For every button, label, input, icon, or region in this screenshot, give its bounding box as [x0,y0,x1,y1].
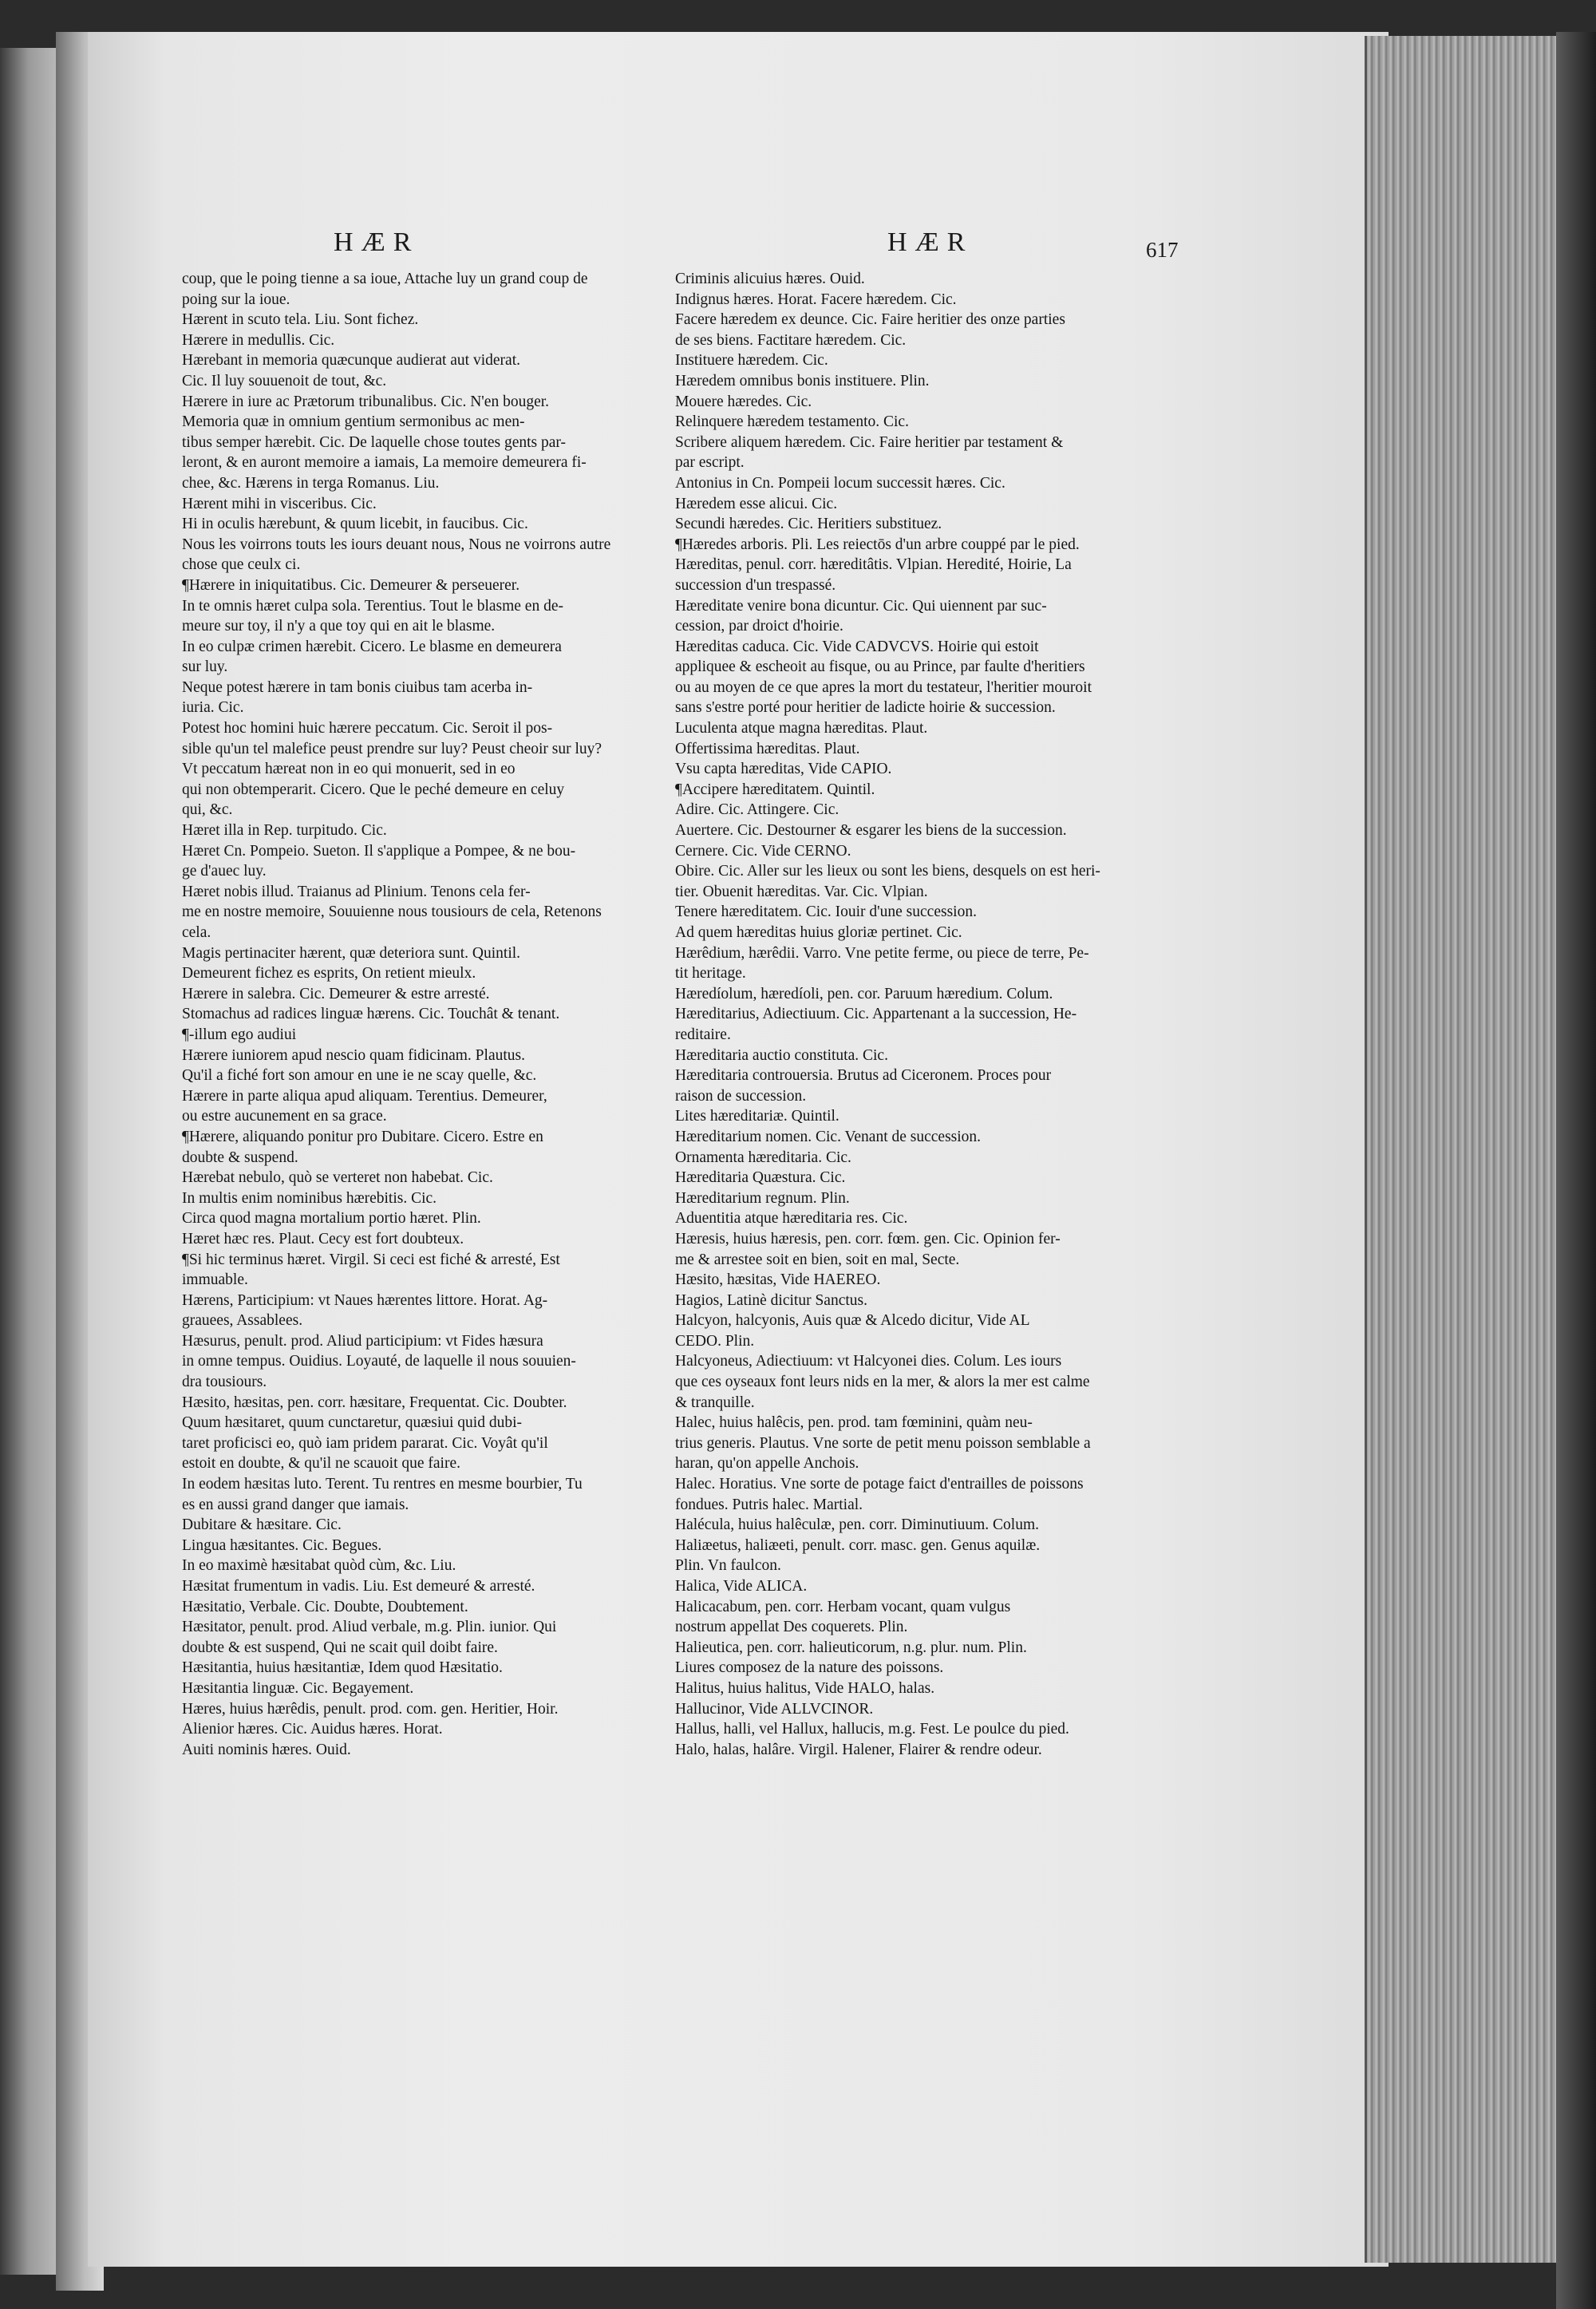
text-line: In te omnis hæret culpa sola. Terentius. Tout le blasme en de- [182,597,563,615]
text-line: par escript. [675,454,745,472]
text-line: Nous les voirrons touts les iours deuant nous, Nous ne voirrons autre [182,536,611,553]
text-line: Dubitare & hæsitare. Cic. [182,1516,342,1534]
text-line: Auiti nominis hæres. Ouid. [182,1741,351,1758]
text-line: Ornamenta hæreditaria. Cic. [675,1149,851,1166]
text-line: Hæsitator, penult. prod. Aliud verbale, m.g. Plin. iunior. Qui [182,1619,557,1636]
text-line: Demeurent fichez es esprits, On retient mieulx. [182,965,476,983]
text-line: CEDO. Plin. [675,1332,755,1350]
text-line: Hallus, halli, vel Hallux, hallucis, m.g. Fest. Le poulce du pied. [675,1721,1069,1738]
text-line: qui, &c. [182,801,233,819]
text-line: Halicacabum, pen. corr. Herbam vocant, quam vulgus [675,1598,1011,1615]
text-line: Quum hæsitaret, quum cunctaretur, quæsiui quid dubi- [182,1414,522,1432]
page-fore-edge [1365,36,1566,2263]
text-line: reditaire. [675,1026,731,1043]
text-line: In multis enim nominibus hærebitis. Cic. [182,1189,437,1207]
text-line: Hæredem omnibus bonis instituere. Plin. [675,372,930,389]
text-line: doubte & suspend. [182,1149,298,1166]
text-line: Plin. Vn faulcon. [675,1557,781,1575]
text-line: coup, que le poing tienne a sa ioue, Attache luy un grand coup de [182,271,588,287]
right-column [675,269,1168,1760]
text-line: Halécula, huius halêculæ, pen. corr. Diminutiuum. Colum. [675,1516,1040,1534]
text-line: Stomachus ad radices linguæ hærens. Cic. Touchât & tenant. [182,1006,560,1023]
text-line: ¶Accipere hæreditatem. Quintil. [675,781,875,798]
text-line: Hærebant in memoria quæcunque audierat aut viderat. [182,352,520,370]
text-line: nostrum appellat Des coquerets. Plin. [675,1619,908,1636]
running-header-left: HÆR [334,227,420,257]
text-line: Hæresis, huius hæresis, pen. corr. fœm. gen. Cic. Opinion fer- [675,1230,1061,1247]
text-line: de ses biens. Factitare hæredem. Cic. [675,331,907,349]
text-line: Vsu capta hæreditas, Vide CAPIO. [675,761,892,778]
text-line: Hæredíolum, hæredíoli, pen. cor. Paruum hæredium. Colum. [675,985,1053,1002]
text-line: Auertere. Cic. Destourner & esgarer les biens de la succession. [675,822,1067,840]
text-line: Hæret illa in Rep. turpitudo. Cic. [182,822,387,840]
running-header-right: HÆR [887,227,974,257]
text-line: Lingua hæsitantes. Cic. Begues. [182,1536,382,1554]
text-line: Ad quem hæreditas huius gloriæ pertinet. Cic. [675,924,962,941]
text-line: Hæres, huius hærêdis, penult. prod. com. gen. Heritier, Hoir. [182,1700,559,1718]
text-line: Adire. Cic. Attingere. Cic. [675,801,839,819]
text-line: Scribere aliquem hæredem. Cic. Faire heritier par testament & [675,433,1064,451]
text-line: trius generis. Plautus. Vne sorte de petit menu poisson semblable a [675,1434,1091,1452]
text-line: dra tousiours. [182,1374,267,1391]
text-line: Haliæetus, haliæeti, penult. corr. masc. gen. Genus aquilæ. [675,1536,1041,1554]
text-line: Halec, huius halêcis, pen. prod. tam fœminini, quàm neu- [675,1414,1033,1432]
text-line: Secundi hæredes. Cic. Heritiers substituez. [675,516,942,533]
text-line: Hærens, Participium: vt Naues hærentes littore. Horat. Ag- [182,1291,548,1309]
text-line: Hæret nobis illud. Traianus ad Plinium. Tenons cela fer- [182,883,531,900]
text-line: fondues. Putris halec. Martial. [675,1496,863,1513]
text-line: Vt peccatum hæreat non in eo qui monuerit, sed in eo [182,761,516,778]
text-line: leront, & en auront memoire a iamais, La memoire demeurera fi- [182,454,587,472]
text-line: taret proficisci eo, quò iam pridem pararat. Cic. Voyât qu'il [182,1434,548,1452]
left-column [182,269,643,1760]
text-line: Instituere hæredem. Cic. [675,352,828,370]
text-line: ou estre aucunement en sa grace. [182,1108,387,1125]
text-line: cela. [182,924,211,941]
text-line: Hærere in medullis. Cic. [182,331,335,349]
text-line: Halcyon, halcyonis, Auis quæ & Alcedo dicitur, Vide AL [675,1312,1030,1330]
text-line: Hæsito, hæsitas, Vide HAEREO. [675,1271,881,1289]
text-line: Hæsitantia, huius hæsitantiæ, Idem quod Hæsitatio. [182,1659,503,1677]
text-line: estoit en doubte, & qu'il ne scauoit que faire. [182,1455,461,1473]
text-line: Lites hæreditariæ. Quintil. [675,1108,839,1125]
text-line: Indignus hæres. Horat. Facere hæredem. Cic. [675,291,957,308]
text-line: Hæsitatio, Verbale. Cic. Doubte, Doubtement. [182,1598,468,1615]
text-line: Hærebat nebulo, quò se verteret non habebat. Cic. [182,1169,493,1187]
text-line: ¶Si hic terminus hæret. Virgil. Si ceci est fiché & arresté, Est [182,1251,560,1268]
text-line: Alienior hæres. Cic. Auidus hæres. Horat. [182,1721,443,1738]
text-line: In eo maximè hæsitabat quòd cùm, &c. Liu. [182,1557,456,1575]
text-line: cession, par droict d'hoirie. [675,618,843,635]
text-line: Offertissima hæreditas. Plaut. [675,740,860,757]
text-line: qui non obtemperarit. Cicero. Que le peché demeure en celuy [182,781,565,798]
text-line: me en nostre memoire, Souuienne nous tousiours de cela, Retenons [182,903,602,921]
text-line: appliquee & escheoit au fisque, ou au Prince, par faulte d'heritiers [675,658,1085,676]
text-line: Hallucinor, Vide ALLVCINOR. [675,1700,874,1718]
text-line: haran, qu'on appelle Anchois. [675,1455,859,1473]
text-line: Hæreditaria controuersia. Brutus ad Ciceronem. Proces pour [675,1067,1052,1085]
text-line: Hæredem esse alicui. Cic. [675,495,838,512]
text-line: sans s'estre porté pour heritier de ladicte hoirie & succession. [675,699,1056,717]
text-line: Liures composez de la nature des poissons. [675,1659,944,1677]
text-line: & tranquille. [675,1394,755,1411]
text-line: iuria. Cic. [182,699,244,717]
text-line: Cernere. Cic. Vide CERNO. [675,842,851,860]
text-line: Hæret hæc res. Plaut. Cecy est fort doubteux. [182,1230,464,1247]
text-line: ou au moyen de ce que apres la mort du testateur, l'heritier mouroit [675,678,1092,696]
text-line: Halcyoneus, Adiectiuum: vt Halcyonei dies. Colum. Les iours [675,1353,1062,1370]
text-line: immuable. [182,1271,248,1289]
text-line: Hæsurus, penult. prod. Aliud participium: vt Fides hæsura [182,1332,543,1350]
text-line: Halitus, huius halitus, Vide HALO, halas. [675,1679,935,1697]
text-line: Luculenta atque magna hæreditas. Plaut. [675,720,928,737]
text-line: Hæreditaria auctio constituta. Cic. [675,1046,888,1064]
text-line: Hærere in salebra. Cic. Demeurer & estre arresté. [182,985,490,1002]
text-line: que ces oyseaux font leurs nids en la mer, & alors la mer est calme [675,1374,1090,1391]
text-line: Antonius in Cn. Pompeii locum successit hæres. Cic. [675,474,1005,492]
book-shadow [1556,32,1596,2309]
text-line: Aduentitia atque hæreditaria res. Cic. [675,1210,908,1228]
text-line: Hi in oculis hærebunt, & quum licebit, in faucibus. Cic. [182,516,528,533]
text-line: ge d'auec luy. [182,863,267,880]
text-line: es en aussi grand danger que iamais. [182,1496,409,1513]
text-line: sible qu'un tel malefice peust prendre sur luy? Peust cheoir sur luy? [182,740,602,757]
text-line: Neque potest hærere in tam bonis ciuibus tam acerba in- [182,678,533,696]
text-line: Magis pertinaciter hærent, quæ deteriora sunt. Quintil. [182,944,521,962]
text-line: ¶Hærere, aliquando ponitur pro Dubitare. Cicero. Estre en [182,1128,543,1145]
text-line: in omne tempus. Ouidius. Loyauté, de laquelle il nous souuien- [182,1353,576,1370]
text-line: Hæreditarium regnum. Plin. [675,1189,850,1207]
text-line: ¶Hærere in iniquitatibus. Cic. Demeurer & perseuerer. [182,576,520,594]
text-line: succession d'un trespassé. [675,576,836,594]
text-line: raison de succession. [675,1087,807,1105]
text-line: Halica, Vide ALICA. [675,1578,808,1595]
text-line: Hæreditarius, Adiectiuum. Cic. Appartenant a la succession, He- [675,1006,1077,1023]
text-line: Halieutica, pen. corr. halieuticorum, n.g. plur. num. Plin. [675,1639,1027,1656]
text-line: Memoria quæ in omnium gentium sermonibus ac men- [182,413,525,431]
text-line: sur luy. [182,658,228,676]
text-line: Mouere hæredes. Cic. [675,393,812,410]
text-line: tier. Obuenit hæreditas. Var. Cic. Vlpian. [675,883,928,900]
text-line: doubte & est suspend, Qui ne scait quil doibt faire. [182,1639,498,1656]
text-line: Hæsitat frumentum in vadis. Liu. Est demeuré & arresté. [182,1578,535,1595]
text-line: In eo culpæ crimen hærebit. Cicero. Le blasme en demeurera [182,638,562,655]
text-line: ¶Hæredes arboris. Pli. Les reiectōs d'un arbre couppé par le pied. [675,536,1080,553]
text-line: Hærent in scuto tela. Liu. Sont fichez. [182,311,419,329]
text-line: Hæreditas, penul. corr. hæreditâtis. Vlpian. Heredité, Hoirie, La [675,556,1072,574]
text-line: Halec. Horatius. Vne sorte de potage faict d'entrailles de poissons [675,1476,1084,1493]
text-line: Hæsitantia linguæ. Cic. Begayement. [182,1679,414,1697]
text-line: Hæreditate venire bona dicuntur. Cic. Qui uiennent par suc- [675,597,1047,615]
text-line: Hæret Cn. Pompeio. Sueton. Il s'applique a Pompee, & ne bou- [182,842,576,860]
text-line: chose que ceulx ci. [182,556,301,574]
text-line: Tenere hæreditatem. Cic. Iouir d'une succession. [675,903,977,921]
text-line: In eodem hæsitas luto. Terent. Tu rentres en mesme bourbier, Tu [182,1476,583,1493]
text-line: Cic. Il luy souuenoit de tout, &c. [182,372,387,389]
text-line: ¶-illum ego audiui [182,1026,297,1043]
text-line: Hæreditarium nomen. Cic. Venant de succession. [675,1128,982,1145]
page-number: 617 [1146,238,1179,262]
text-line: Relinquere hæredem testamento. Cic. [675,413,909,431]
text-line: Hærere iuniorem apud nescio quam fidicinam. Plautus. [182,1046,525,1064]
text-line: chee, &c. Hærens in terga Romanus. Liu. [182,474,440,492]
text-line: Hærere in parte aliqua apud aliquam. Terentius. Demeurer, [182,1087,547,1105]
text-line: Criminis alicuius hæres. Ouid. [675,271,865,287]
text-line: Hærent mihi in visceribus. Cic. [182,495,377,512]
text-line: Obire. Cic. Aller sur les lieux ou sont les biens, desquels on est heri- [675,863,1100,880]
text-line: Halo, halas, halâre. Virgil. Halener, Flairer & rendre odeur. [675,1741,1042,1758]
text-line: grauees, Assablees. [182,1312,303,1330]
text-line: Hærere in iure ac Prætorum tribunalibus. Cic. N'en bouger. [182,393,550,410]
text-line: Circa quod magna mortalium portio hæret. Plin. [182,1210,481,1228]
text-line: Qu'il a fiché fort son amour en une ie ne scay quelle, &c. [182,1067,537,1085]
text-line: meure sur toy, il n'y a que toy qui en ait le blasme. [182,618,496,635]
text-line: Hærêdium, hærêdii. Varro. Vne petite ferme, ou piece de terre, Pe- [675,944,1089,962]
text-line: Hæreditaria Quæstura. Cic. [675,1169,846,1187]
text-line: me & arrestee soit en bien, soit en mal, Secte. [675,1251,960,1268]
text-line: tit heritage. [675,965,746,983]
text-line: tibus semper hærebit. Cic. De laquelle chose toutes gents par- [182,433,567,451]
text-line: Potest hoc homini huic hærere peccatum. Cic. Seroit il pos- [182,720,553,737]
text-line: poing sur la ioue. [182,291,290,308]
text-line: Facere hæredem ex deunce. Cic. Faire heritier des onze parties [675,311,1065,329]
text-line: Hæsito, hæsitas, pen. corr. hæsitare, Frequentat. Cic. Doubter. [182,1394,567,1411]
text-line: Hagios, Latinè dicitur Sanctus. [675,1291,867,1309]
text-line: Hæreditas caduca. Cic. Vide CADVCVS. Hoirie qui estoit [675,638,1039,655]
